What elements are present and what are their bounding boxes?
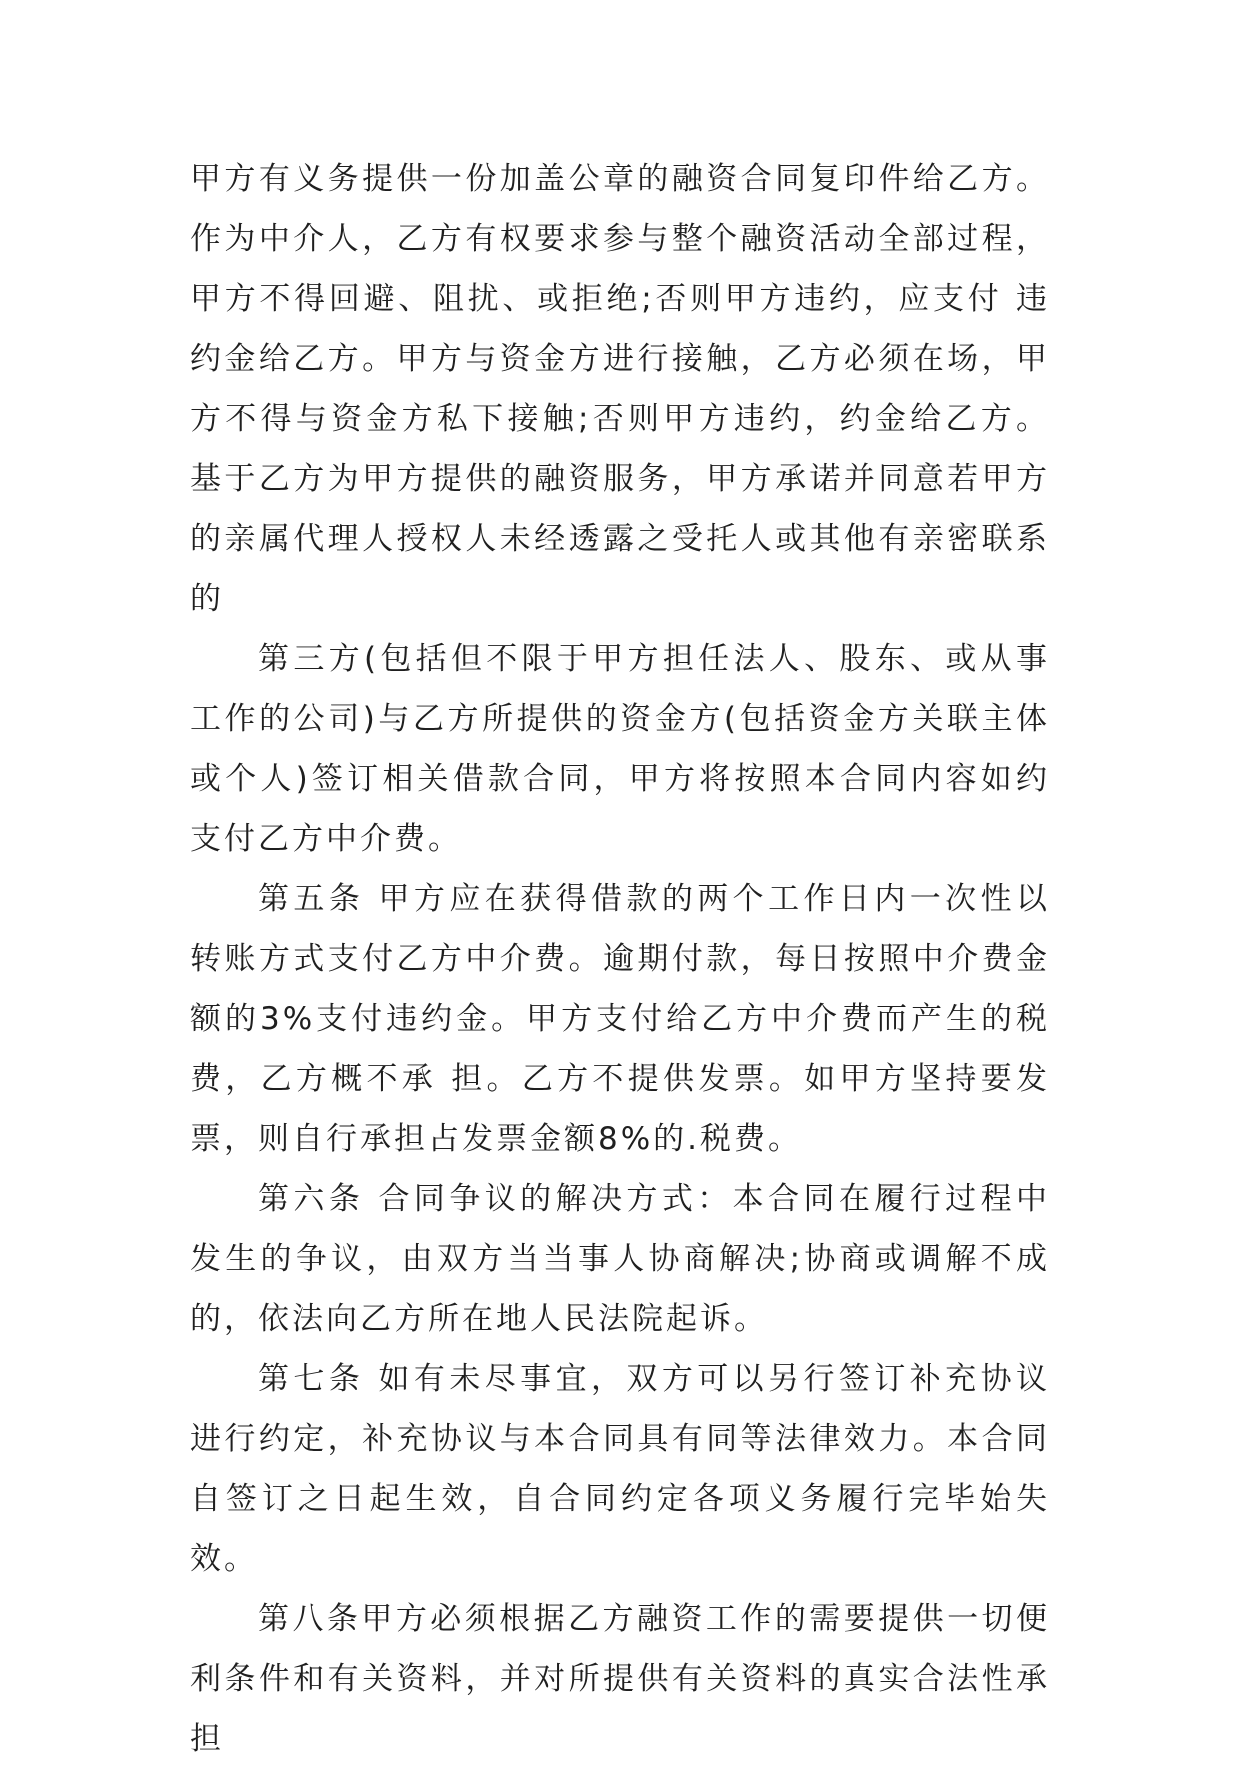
paragraph-article-6: 第六条 合同争议的解决方式：本合同在履行过程中发生的争议，由双方当当事人协商解决;协商或调解不成的，依法向乙方所在地人民法院起诉。 [190, 1181, 1050, 1337]
paragraph-obligations: 甲方有义务提供一份加盖公章的融资合同复印件给乙方。作为中介人，乙方有权要求参与整个融资活动全部过程，甲方不得回避、阻扰、或拒绝;否则甲方违约，应支付 违约金给乙方。甲方与资金方进行接触，乙方必须在场，甲方不得与资金方私下接触;否则甲方违约，约金给乙方。基于乙方为甲方提供的融资服务，甲方承诺并同意若甲方的亲属代理人授权人未经透露之受托人或其他有亲密联系的 [190, 161, 1050, 617]
paragraph-third-party: 第三方(包括但不限于甲方担任法人、股东、或从事工作的公司)与乙方所提供的资金方(包括资金方关联主体或个人)签订相关借款合同，甲方将按照本合同内容如约支付乙方中介费。 [190, 641, 1050, 857]
paragraph-article-7: 第七条 如有未尽事宜，双方可以另行签订补充协议进行约定，补充协议与本合同具有同等法律效力。本合同自签订之日起生效，自合同约定各项义务履行完毕始失效。 [190, 1361, 1050, 1577]
document-body [190, 149, 1050, 1769]
paragraph-article-8: 第八条甲方必须根据乙方融资工作的需要提供一切便利条件和有关资料，并对所提供有关资料的真实合法性承担 [190, 1601, 1050, 1757]
paragraph-article-5: 第五条 甲方应在获得借款的两个工作日内一次性以转账方式支付乙方中介费。逾期付款，每日按照中介费金额的3%支付违约金。甲方支付给乙方中介费而产生的税费，乙方概不承 担。乙方不提供发票。如甲方坚持要发票，则自行承担占发票金额8%的.税费。 [190, 881, 1050, 1157]
